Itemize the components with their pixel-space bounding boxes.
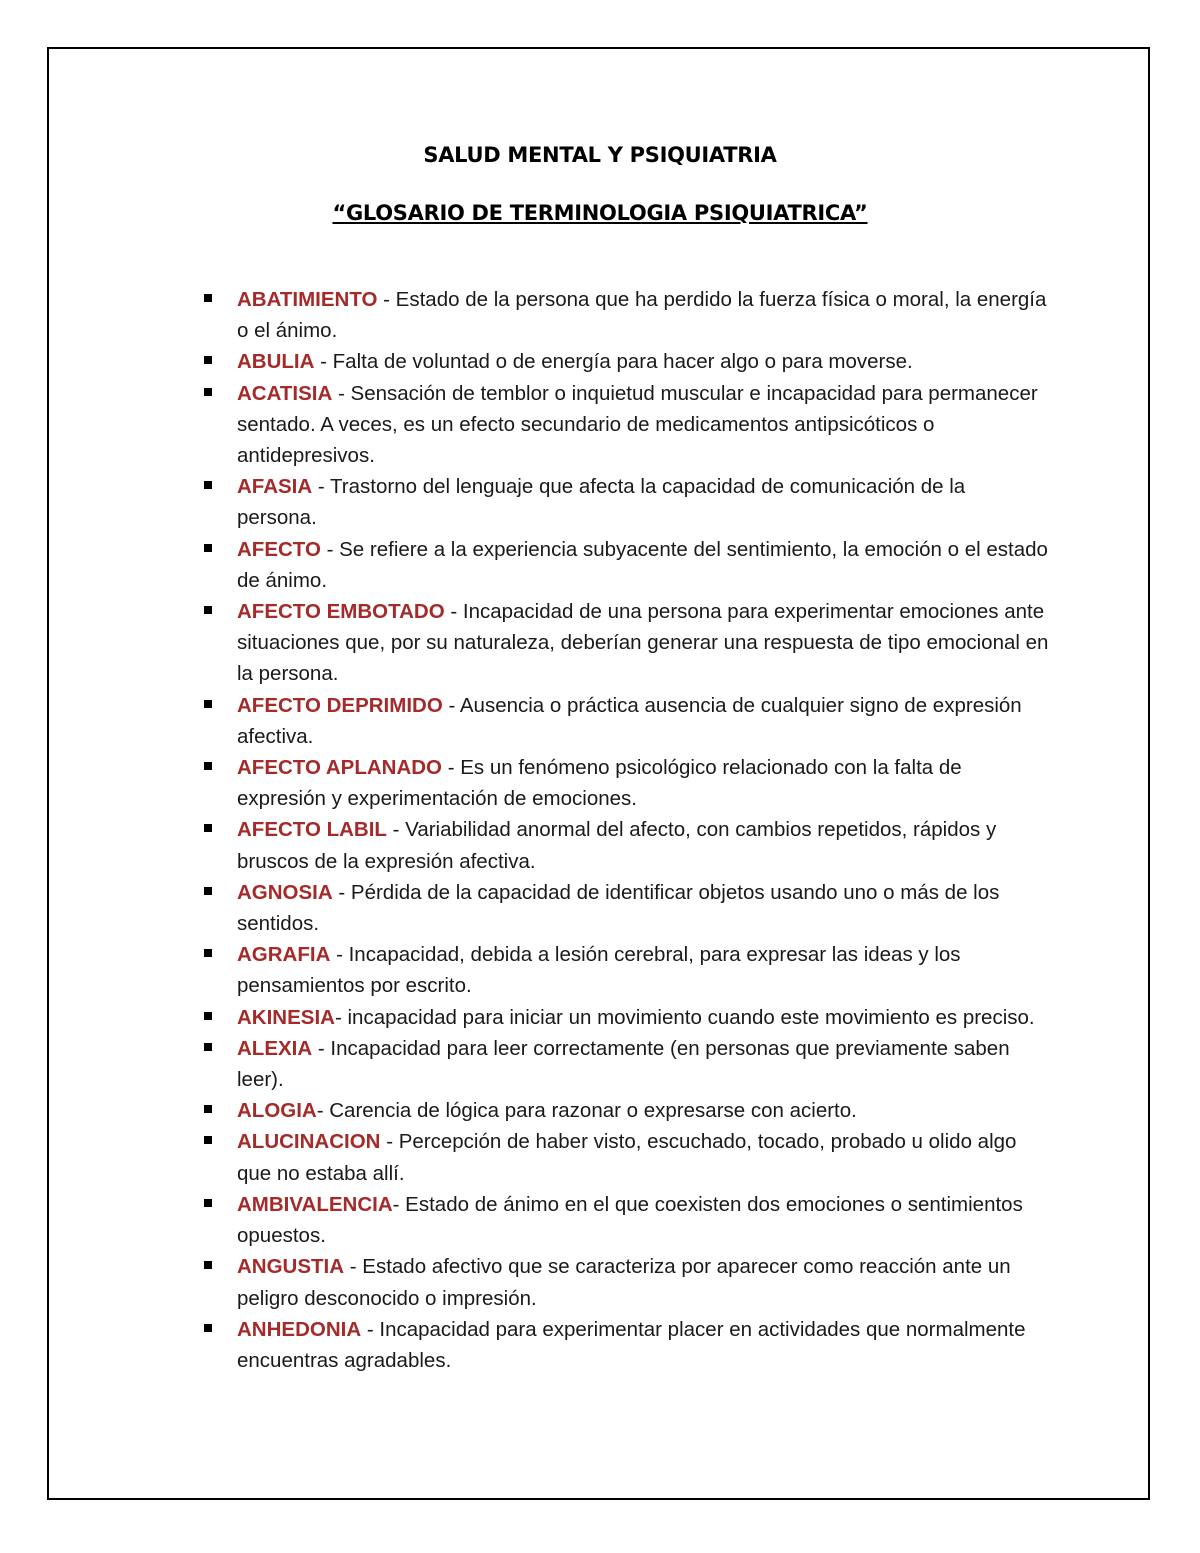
glossary-term: AFECTO DEPRIMIDO [237, 693, 443, 717]
glossary-definition: - Incapacidad para experimentar placer en actividades que normalmente encuentras agradables. [237, 1317, 1026, 1372]
glossary-term: AMBIVALENCIA [237, 1192, 393, 1216]
glossary-term: AGRAFIA [237, 943, 331, 967]
glossary-term: AFASIA [237, 475, 313, 499]
glossary-term: AFECTO APLANADO [237, 756, 442, 780]
glossary-list [200, 284, 1050, 1376]
document-title: SALUD MENTAL Y PSIQUIATRIA [423, 143, 777, 167]
glossary-item [200, 752, 1050, 814]
document-subtitle: “GLOSARIO DE TERMINOLOGIA PSIQUIATRICA” [332, 201, 868, 225]
glossary-term: ALEXIA [237, 1036, 313, 1060]
glossary-item [200, 690, 1050, 752]
glossary-item [200, 534, 1050, 596]
glossary-definition: - Sensación de temblor o inquietud muscular e incapacidad para permanecer sentado. A veces, es un efecto secundario de medicamentos antipsicóticos o antidepresivos. [237, 381, 1038, 468]
glossary-definition: - Estado de la persona que ha perdido la fuerza física o moral, la energía o el ánimo. [237, 288, 1047, 343]
glossary-definition: - Variabilidad anormal del afecto, con cambios repetidos, rápidos y bruscos de la expresión afectiva. [237, 818, 997, 873]
glossary-definition: - Carencia de lógica para razonar o expresarse con acierto. [316, 1099, 857, 1123]
square-bullet-icon [204, 481, 212, 489]
square-bullet-icon [204, 1199, 212, 1207]
glossary-term: AFECTO [237, 537, 321, 561]
square-bullet-icon [204, 606, 212, 614]
square-bullet-icon [204, 388, 212, 396]
glossary-item [200, 1033, 1050, 1095]
glossary-item [200, 378, 1050, 472]
glossary-term: AKINESIA [237, 1005, 335, 1029]
square-bullet-icon [204, 1324, 212, 1332]
glossary-definition: - Pérdida de la capacidad de identificar objetos usando uno o más de los sentidos. [237, 880, 1000, 936]
square-bullet-icon [204, 1105, 212, 1113]
glossary-item [200, 877, 1050, 939]
square-bullet-icon [204, 294, 212, 302]
glossary-item [200, 471, 1050, 533]
glossary-item [200, 939, 1050, 1001]
glossary-item [200, 1251, 1050, 1313]
glossary-definition: - Incapacidad, debida a lesión cerebral, para expresar las ideas y los pensamientos por escrito. [237, 943, 961, 998]
square-bullet-icon [204, 700, 212, 708]
glossary-definition: - Estado afectivo que se caracteriza por aparecer como reacción ante un peligro desconocido o impresión. [237, 1255, 1011, 1310]
square-bullet-icon [204, 544, 212, 552]
glossary-definition: - Incapacidad de una persona para experimentar emociones ante situaciones que, por su naturaleza, deberían generar una respuesta de tipo emocional en la persona. [237, 600, 1049, 686]
glossary-term: ALOGIA [237, 1099, 317, 1123]
square-bullet-icon [204, 1261, 212, 1269]
glossary-item [200, 596, 1050, 690]
glossary-item [200, 1126, 1050, 1188]
glossary-term: AFECTO LABIL [237, 818, 387, 842]
glossary-item [200, 1002, 1050, 1033]
glossary-term: ACATISIA [237, 381, 333, 405]
square-bullet-icon [204, 356, 212, 364]
glossary-term: AFECTO EMBOTADO [237, 600, 445, 624]
glossary-term: ABULIA [237, 350, 315, 374]
glossary-term: ANGUSTIA [237, 1255, 345, 1279]
glossary-definition: - Se refiere a la experiencia subyacente del sentimiento, la emoción o el estado de ánimo. [237, 537, 1048, 592]
glossary-definition: - Trastorno del lenguaje que afecta la capacidad de comunicación de la persona. [237, 475, 966, 530]
glossary-item [200, 1189, 1050, 1251]
glossary-item [200, 346, 1050, 377]
square-bullet-icon [204, 949, 212, 957]
square-bullet-icon [204, 887, 212, 895]
square-bullet-icon [204, 1043, 212, 1051]
glossary-item [200, 284, 1050, 346]
square-bullet-icon [204, 824, 212, 832]
square-bullet-icon [204, 1136, 212, 1144]
glossary-definition: - incapacidad para iniciar un movimiento cuando este movimiento es preciso. [334, 1005, 1035, 1029]
square-bullet-icon [204, 1012, 212, 1020]
glossary-term: ABATIMIENTO [237, 288, 378, 311]
glossary-term: AGNOSIA [237, 880, 333, 904]
square-bullet-icon [204, 762, 212, 770]
glossary-definition: - Es un fenómeno psicológico relacionado con la falta de expresión y experimentación de emociones. [237, 756, 962, 811]
glossary-item [200, 814, 1050, 876]
glossary-definition: - Falta de voluntad o de energía para hacer algo o para moverse. [314, 350, 913, 374]
glossary-item [200, 1095, 1050, 1126]
glossary-definition: - Ausencia o práctica ausencia de cualquier signo de expresión afectiva. [237, 693, 1022, 748]
glossary-definition: - Incapacidad para leer correctamente (en personas que previamente saben leer). [237, 1036, 1010, 1092]
glossary-definition: - Percepción de haber visto, escuchado, tocado, probado u olido algo que no estaba allí. [237, 1130, 1017, 1185]
glossary-term: ALUCINACION [237, 1130, 381, 1154]
glossary-item [200, 1314, 1050, 1376]
glossary-term: ANHEDONIA [237, 1317, 362, 1341]
glossary-definition: - Estado de ánimo en el que coexisten dos emociones o sentimientos opuestos. [237, 1192, 1023, 1248]
